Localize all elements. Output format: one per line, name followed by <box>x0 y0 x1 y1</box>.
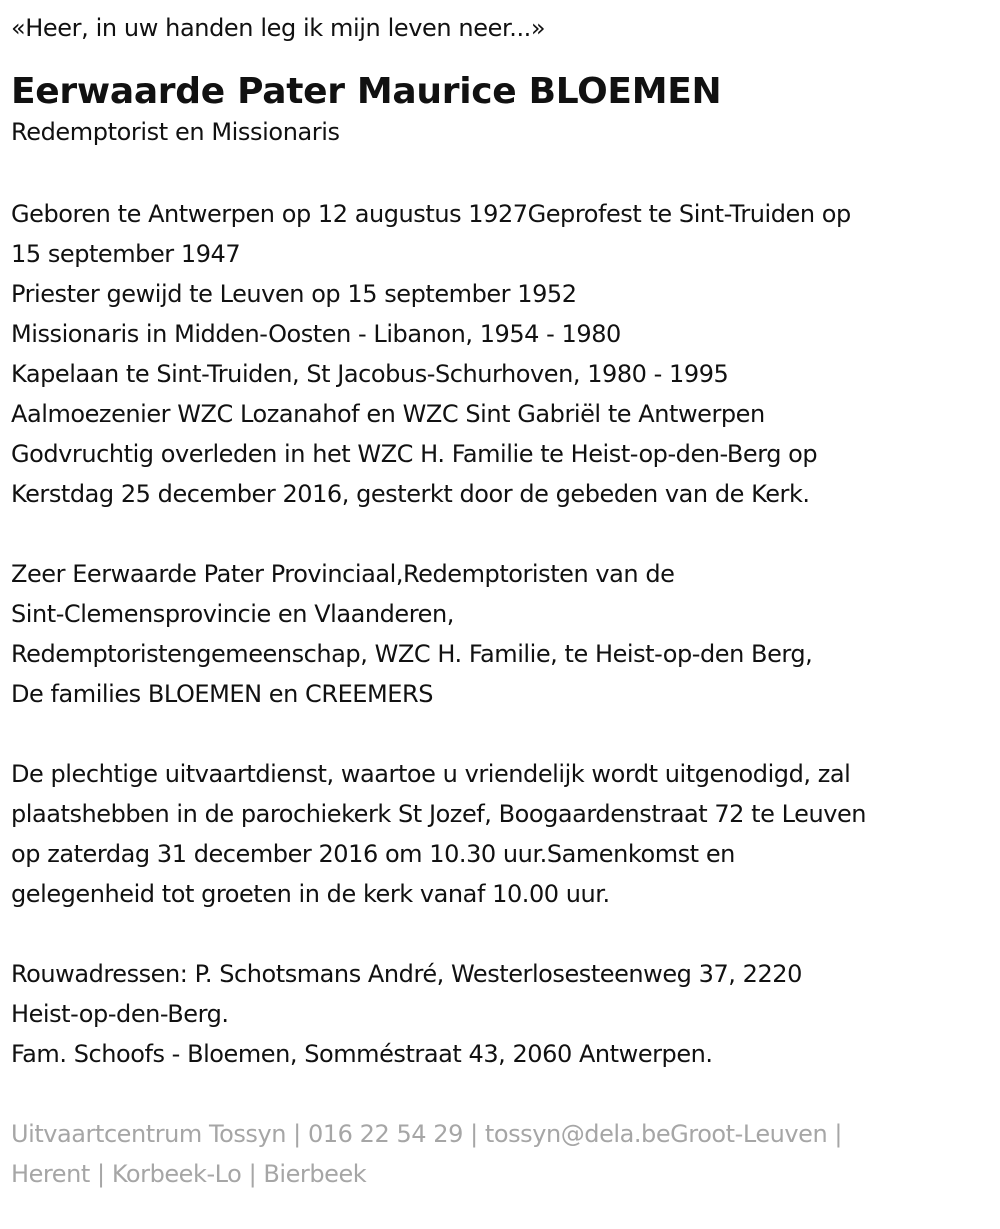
condolence-addresses-block <box>11 954 989 1074</box>
announcers-block <box>11 554 989 714</box>
biography-line: Kerstdag 25 december 2016, gesterkt door de gebeden van de Kerk. <box>11 480 810 508</box>
spacer <box>11 150 989 194</box>
opening-quote: «Heer, in uw handen leg ik mijn leven neer...» <box>11 14 546 42</box>
biography-line: Aalmoezenier WZC Lozanahof en WZC Sint Gabriël te Antwerpen <box>11 400 765 428</box>
condolence-line: Fam. Schoofs - Bloemen, Somméstraat 43, 2060 Antwerpen. <box>11 1040 713 1068</box>
funeral-home-name: Uitvaartcentrum Tossyn <box>11 1120 286 1148</box>
biography-line: Godvruchtig overleden in het WZC H. Familie te Heist-op-den-Berg op <box>11 440 818 468</box>
announcer-line: Redemptoristengemeenschap, WZC H. Familie, te Heist-op-den Berg, <box>11 640 813 668</box>
condolence-line: Heist-op-den-Berg. <box>11 1000 229 1028</box>
funeral-line: De plechtige uitvaartdienst, waartoe u vriendelijk wordt uitgenodigd, zal <box>11 760 851 788</box>
funeral-home-email-link[interactable]: tossyn@dela.be <box>484 1120 671 1148</box>
deceased-subtitle: Redemptorist en Missionaris <box>11 118 340 146</box>
announcer-line: De families BLOEMEN en CREEMERS <box>11 680 433 708</box>
funeral-home-footer <box>11 1114 989 1194</box>
spacer <box>11 714 989 754</box>
deceased-name-title: Eerwaarde Pater Maurice BLOEMEN <box>11 71 722 112</box>
footer-line-1 <box>11 1114 989 1154</box>
footer-locations: Herent | Korbeek-Lo | Bierbeek <box>11 1160 367 1188</box>
funeral-line: plaatshebben in de parochiekerk St Jozef, Boogaardenstraat 72 te Leuven <box>11 800 867 828</box>
announcer-line: Zeer Eerwaarde Pater Provinciaal,Redemptoristen van de <box>11 560 675 588</box>
biography-line: Missionaris in Midden-Oosten - Libanon, 1954 - 1980 <box>11 320 621 348</box>
condolence-line: Rouwadressen: P. Schotsmans André, Westerlosesteenweg 37, 2220 <box>11 960 802 988</box>
spacer <box>11 914 989 954</box>
spacer <box>11 1074 989 1114</box>
announcer-line: Sint-Clemensprovincie en Vlaanderen, <box>11 600 454 628</box>
footer-separator: | <box>286 1120 308 1148</box>
funeral-line: op zaterdag 31 december 2016 om 10.30 uur.Samenkomst en <box>11 840 735 868</box>
footer-separator: | <box>462 1120 485 1148</box>
footer-locations-start: Groot-Leuven | <box>670 1120 843 1148</box>
biography-line: Priester gewijd te Leuven op 15 september 1952 <box>11 280 577 308</box>
biography-line: 15 september 1947 <box>11 240 241 268</box>
funeral-line: gelegenheid tot groeten in de kerk vanaf 10.00 uur. <box>11 880 610 908</box>
biography-line: Geboren te Antwerpen op 12 augustus 1927Geprofest te Sint-Truiden op <box>11 200 851 228</box>
funeral-home-phone-link[interactable]: 016 22 54 29 <box>308 1120 463 1148</box>
funeral-service-block <box>11 754 989 914</box>
biography-line: Kapelaan te Sint-Truiden, St Jacobus-Schurhoven, 1980 - 1995 <box>11 360 729 388</box>
spacer <box>11 514 989 554</box>
biography-block <box>11 194 989 514</box>
